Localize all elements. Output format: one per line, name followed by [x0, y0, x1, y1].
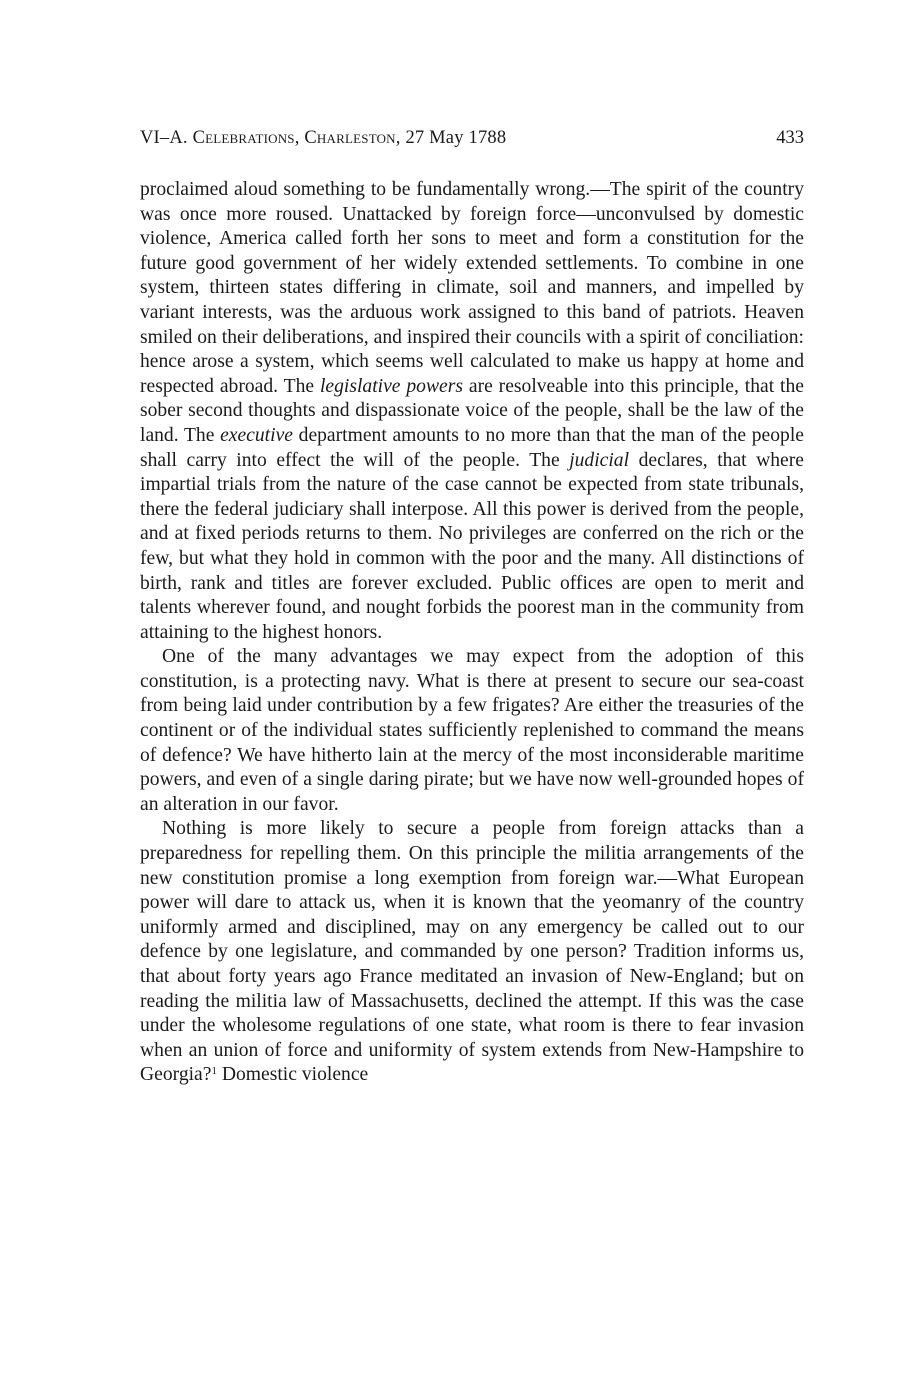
running-head-date: 27 May 1788 — [405, 128, 507, 148]
section-label: VI–A. — [140, 128, 188, 148]
paragraph-3-text-b: Domestic violence — [216, 1064, 369, 1086]
paragraph-1-text-d: declares, that where impartial trials from the nature of the case cannot be expected from state tribunals, there the federal judiciary shall interpose. All this power is derived from the people, and at fixed periods returns to them. No privileges are conferred on the rich or the few, but what they hold in common with the poor and the many. All distinctions of birth, rank and titles are forever excluded. Public offices are open to merit and talents wherever found, and nought forbids the poorest man in the community from attaining to the highest honors. — [140, 449, 804, 643]
legislative-powers-emphasis: legislative powers — [319, 375, 463, 397]
paragraph-3 — [140, 817, 804, 1088]
running-head-title: VI–A. Celebrations, Charleston, 27 May 1788 — [140, 128, 507, 148]
running-head-title-1: Celebrations — [192, 128, 295, 148]
paragraph-1-text-b: are resolveable into this principle, that the sober second thoughts and dispassionate voice of the people, shall be the law of the land. The — [140, 375, 804, 446]
running-head-title-2: Charleston — [304, 128, 396, 148]
paragraph-1-text-a: proclaimed aloud something to be fundamentally wrong.—The spirit of the country was once more roused. Unattacked by foreign force—unconvulsed by domestic violence, America called forth her sons to meet and form a constitution for the future good government of her widely extended settlements. To combine in one system, thirteen states differing in climate, soil and manners, and impelled by variant interests, was the arduous work assigned to this band of patriots. Heaven smiled on their deliberations, and inspired their councils with a spirit of conciliation: hence arose a system, which seems well calculated to make us happy at home and respected abroad. The — [140, 179, 804, 397]
executive-emphasis: executive — [220, 424, 293, 446]
document-page — [140, 128, 804, 1088]
running-head — [140, 128, 804, 160]
footnote-reference[interactable]: 1 — [211, 1065, 217, 1078]
paragraph-1-text-c: department amounts to no more than that the man of the people shall carry into effect the will of the people. The — [140, 424, 804, 471]
judicial-emphasis: judicial — [569, 449, 630, 471]
paragraph-2: One of the many advantages we may expect from the adoption of this constitution, is a protecting navy. What is there at present to secure our sea-coast from being laid under contribution by a few frigates? Are either the treasuries of the continent or of the individual states sufficiently replenished to command the means of defence? We have hitherto lain at the mercy of the most inconsiderable maritime powers, and even of a single daring pirate; but we have now well-grounded hopes of an alteration in our favor. — [140, 646, 804, 815]
paragraph-3-text-a: Nothing is more likely to secure a people from foreign attacks than a preparedness for repelling them. On this principle the militia arrangements of the new constitution promise a long exemption from foreign war.—What European power will dare to attack us, when it is known that the yeomanry of the country uniformly armed and disciplined, may on any emergency be called out to our defence by one legislature, and commanded by one person? Tradition informs us, that about forty years ago France meditated an invasion of New-England; but on reading the militia law of Massachusetts, declined the attempt. If this was the case under the wholesome regulations of one state, what room is there to fear invasion when an union of force and uniformity of system extends from New-Hampshire to Georgia? — [140, 818, 804, 1086]
paragraph-1 — [140, 178, 804, 645]
page-number: 433 — [776, 128, 804, 148]
